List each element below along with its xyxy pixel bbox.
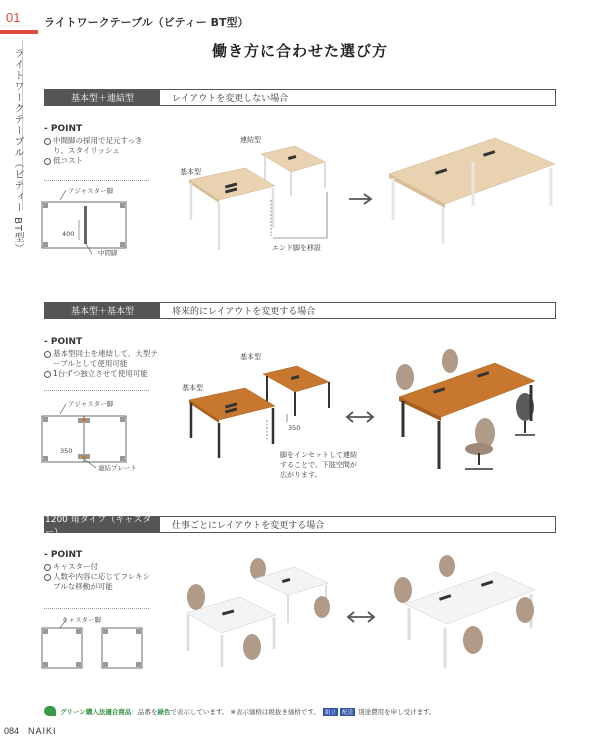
point-list xyxy=(44,349,164,379)
double-arrow-icon xyxy=(345,410,375,424)
vertical-title: ライトワークテーブル（ビティー BT型） xyxy=(12,48,23,255)
section-tag: 1200 角タイプ（キャスター） xyxy=(45,517,160,532)
dotted-separator xyxy=(44,608,149,609)
point-item: 1台ずつ独立させて使用可能 xyxy=(44,369,164,379)
point-item: 中間脚の採用で足元すっきり、スタイリッシュ xyxy=(44,136,154,156)
dimension-label: 350 xyxy=(60,447,73,455)
caster-label: キャスター脚 xyxy=(62,616,101,624)
scene-label-basic-a: 基本型 xyxy=(240,353,261,361)
point-title: - POINT xyxy=(44,550,83,560)
adjuster-label: アジャスター脚 xyxy=(68,187,114,195)
point-list xyxy=(44,562,154,592)
arrow-right-icon xyxy=(348,192,374,206)
green-purchase-label: グリーン購入法適合商品 xyxy=(60,708,132,716)
plan-diagram xyxy=(40,620,152,670)
scene-label-basic: 基本型 xyxy=(180,168,201,176)
page-number: 084 xyxy=(4,726,20,736)
point-title: - POINT xyxy=(44,124,83,134)
scene-note-end-leg: エンド脚を移設 xyxy=(272,244,321,252)
section-1 xyxy=(44,89,556,106)
point-item: 低コスト xyxy=(44,156,154,166)
section-tag: 基本型＋基本型 xyxy=(45,303,160,318)
footer-note xyxy=(60,707,436,716)
section-description: 仕事ごとにレイアウトを変更する場合 xyxy=(172,521,325,531)
section-header xyxy=(44,302,556,319)
brand-name: NAIKI xyxy=(28,726,57,736)
scene-label-basic-b: 基本型 xyxy=(182,384,203,392)
footer-note-green: 緑色 xyxy=(157,708,171,716)
point-title: - POINT xyxy=(44,337,83,347)
footer-note-c: ※表示価格は税抜き価格です。 xyxy=(230,708,320,716)
scene-dimension: 350 xyxy=(288,424,301,432)
section-header xyxy=(44,89,556,106)
scene-note-inset: 脚をインセットして連結することで、下肢空間が広がります。 xyxy=(280,451,357,479)
footer-note-b: で表示しています。 xyxy=(170,708,229,716)
delivery-badge: 配送 xyxy=(341,710,353,716)
plan-diagram xyxy=(40,404,140,472)
page-title: 働き方に合わせた選び方 xyxy=(211,42,388,60)
table-scene-1-before xyxy=(185,140,335,255)
point-list xyxy=(44,136,154,166)
section-tag: 基本型＋連結型 xyxy=(45,90,160,105)
section-description: 将来的にレイアウトを変更する場合 xyxy=(172,307,316,317)
footer-note-a: ：品番を xyxy=(131,708,158,716)
point-item: 人数や内容に応じてフレキシブルな移動が可能 xyxy=(44,572,154,592)
accent-rule xyxy=(0,30,38,34)
dotted-separator xyxy=(44,180,149,181)
table-scene-2-before xyxy=(185,360,335,460)
footer-note-d: 別途費用を申し受けます。 xyxy=(358,708,436,716)
adjuster-label: アジャスター脚 xyxy=(68,400,114,408)
scene-label-linked: 連結型 xyxy=(240,136,261,144)
table-scene-3-after xyxy=(385,552,555,677)
middle-leg-label: 中間脚 xyxy=(98,249,118,257)
section-description: レイアウトを変更しない場合 xyxy=(172,94,289,104)
section-header xyxy=(44,514,556,538)
section-3 xyxy=(44,514,556,538)
plan-diagram xyxy=(40,190,140,260)
plate-label: 連結プレート xyxy=(98,464,137,472)
dimension-label: 400 xyxy=(62,230,75,238)
dotted-separator xyxy=(44,390,149,391)
header-title: ライトワークテーブル（ビティー BT型） xyxy=(44,16,249,29)
point-item: 基本型同士を連結して、大型テーブルとして使用可能 xyxy=(44,349,164,369)
table-scene-1-after xyxy=(385,128,565,248)
table-scene-3-before xyxy=(178,555,343,675)
page-number-top: 01 xyxy=(6,10,21,25)
section-2 xyxy=(44,302,556,319)
green-purchase-icon xyxy=(44,706,56,716)
table-scene-2-after xyxy=(385,345,555,480)
point-item: キャスター付 xyxy=(44,562,154,572)
assembly-badge: 組立 xyxy=(324,710,336,716)
double-arrow-icon xyxy=(346,610,376,624)
